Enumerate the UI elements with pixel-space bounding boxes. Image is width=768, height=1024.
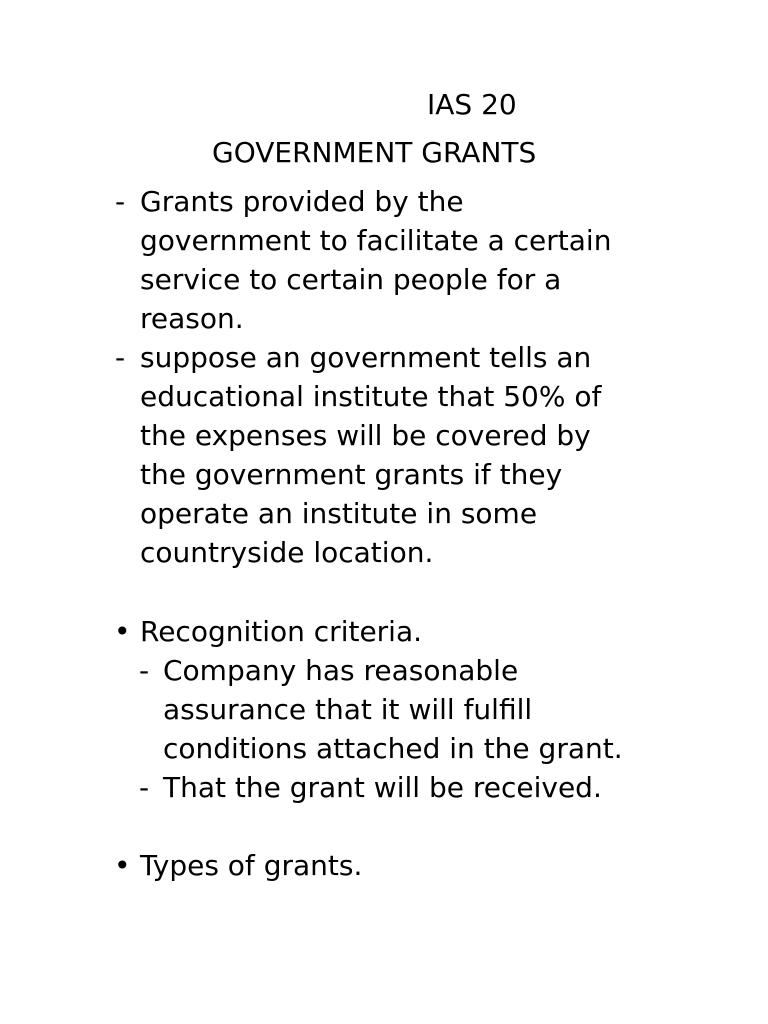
sub-item-reasonable-assurance — [163, 651, 623, 768]
text-line: government to facilitate a certain — [140, 224, 612, 257]
text-line: service to certain people for a — [140, 263, 562, 296]
text-line: operate an institute in some — [140, 497, 538, 530]
text-line: countryside location. — [140, 536, 434, 569]
dash-marker: - — [115, 341, 126, 374]
text-line: That the grant will be received. — [163, 771, 602, 804]
text-line: suppose an government tells an — [140, 341, 592, 374]
dash-item-example — [140, 338, 601, 572]
dash-item-grants-definition — [140, 182, 611, 338]
text-line: Grants provided by the — [140, 185, 464, 218]
sub-item-grant-received — [163, 768, 602, 807]
bullet-types-of-grants: Types of grants. — [140, 849, 363, 882]
document-title: IAS 20 — [427, 88, 517, 121]
dash-marker: - — [115, 185, 126, 218]
text-line: the government grants if they — [140, 458, 563, 491]
text-line: Company has reasonable — [163, 654, 519, 687]
document-subtitle: GOVERNMENT GRANTS — [212, 136, 537, 169]
dash-marker: - — [139, 771, 150, 804]
bullet-recognition-criteria: Recognition criteria. — [140, 615, 423, 648]
text-line: assurance that it will fulfill — [163, 693, 533, 726]
bullet-marker: • — [114, 615, 131, 648]
text-line: educational institute that 50% of — [140, 380, 602, 413]
dash-marker: - — [139, 654, 150, 687]
bullet-marker: • — [114, 849, 131, 882]
text-line: conditions attached in the grant. — [163, 732, 623, 765]
text-line: reason. — [140, 302, 244, 335]
text-line: the expenses will be covered by — [140, 419, 591, 452]
